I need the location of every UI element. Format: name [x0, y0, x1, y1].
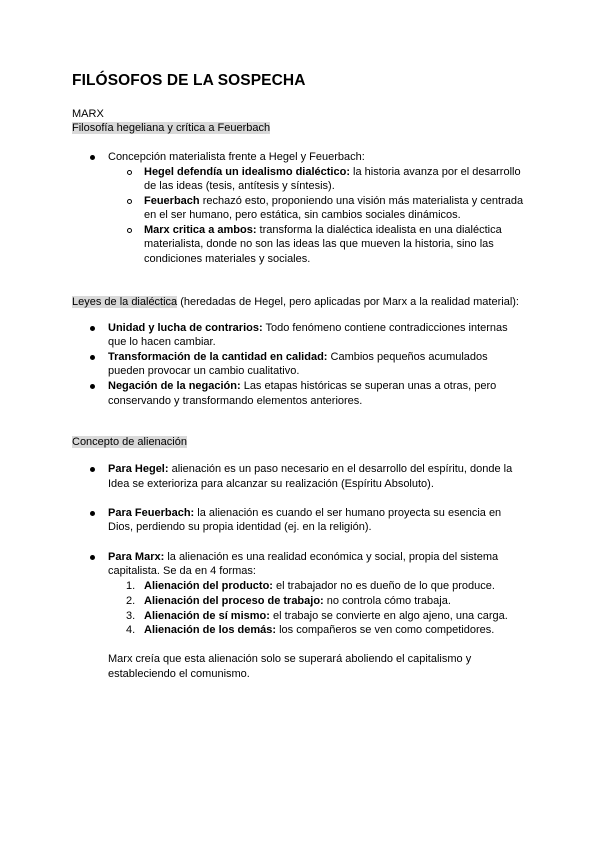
- hegel-item-bold: Hegel defendía un idealismo dialéctico:: [144, 166, 350, 178]
- section3-subheading-text: Concepto de alienación: [72, 436, 187, 448]
- section2-subheading: [72, 295, 519, 310]
- bullet-dot: [90, 326, 95, 331]
- bullet-dot: [90, 355, 95, 360]
- form-text: los compañeros se ven como competidores.: [276, 624, 495, 636]
- alienation-marx-line2: capitalista. Se da en 4 formas:: [108, 565, 256, 577]
- marx-item-text1: transforma la dialéctica idealista en una dialéctica: [256, 224, 502, 236]
- law3-text1: Las etapas históricas se superan unas a otras, pero: [240, 380, 497, 392]
- form-text: el trabajo se convierte en algo ajeno, una carga.: [269, 610, 508, 622]
- form-item: [144, 579, 495, 594]
- conclusion-line2: estableciendo el comunismo.: [108, 668, 250, 680]
- conclusion-line1: Marx creía que esta alienación solo se superará aboliendo el capitalismo y: [108, 653, 472, 665]
- law1-line2: que lo hacen cambiar.: [108, 336, 216, 348]
- alienation-marx-bold: Para Marx:: [108, 551, 165, 563]
- marx-item-line3: condiciones materiales y sociales.: [144, 253, 311, 265]
- bullet-dot: [90, 467, 95, 472]
- law3-line1: [108, 379, 496, 394]
- alienation-marx-line1: [108, 550, 498, 565]
- form-number: 2.: [126, 595, 136, 607]
- alienation-hegel-line1: [108, 462, 512, 477]
- form-bold: Alienación de sí mismo:: [144, 610, 270, 622]
- law2-bold: Transformación de la cantidad en calidad:: [108, 351, 328, 363]
- bullet-dot: [90, 511, 95, 516]
- law1-text1: Todo fenómeno contiene contradicciones internas: [262, 322, 508, 334]
- feuerbach-item-line2: en el ser humano, pero estática, sin cambios sociales dinámicos.: [144, 209, 461, 221]
- form-text: el trabajador no es dueño de lo que produce.: [272, 580, 495, 592]
- law3-line2: conservando y transformando elementos anteriores.: [108, 395, 363, 407]
- alienation-hegel-line2: Idea se exterioriza para alcanzar su realización (Espíritu Absoluto).: [108, 478, 434, 490]
- form-item: [144, 594, 451, 609]
- alienation-feuerbach-line2: Dios, perdiendo su propia identidad (ej. en la religión).: [108, 521, 372, 533]
- section2-subheading-text: Leyes de la dialéctica: [72, 296, 178, 308]
- feuerbach-item-text1: rechazó esto, proponiendo una visión más materialista y centrada: [199, 195, 524, 207]
- alienation-feuerbach-line1: [108, 506, 501, 521]
- marx-heading: MARX: [72, 108, 104, 120]
- form-number: 1.: [126, 580, 136, 592]
- form-bold: Alienación del producto:: [144, 580, 273, 592]
- alienation-marx-text1: la alienación es una realidad económica y social, propia del sistema: [164, 551, 499, 563]
- hegel-item-line2: de las ideas (tesis, antítesis y síntesis).: [144, 180, 335, 192]
- marx-item-line2: materialista, donde no son las ideas las que mueven la historia, sino las: [144, 238, 494, 250]
- feuerbach-item-line1: [144, 194, 523, 209]
- alienation-hegel-bold: Para Hegel:: [108, 463, 169, 475]
- bullet-circle: [127, 228, 132, 233]
- section1-subheading-text: Filosofía hegeliana y crítica a Feuerbach: [72, 122, 271, 134]
- law2-text1: Cambios pequeños acumulados: [327, 351, 488, 363]
- law2-line2: pueden provocar un cambio cualitativo.: [108, 365, 300, 377]
- section3-subheading: [72, 435, 187, 450]
- marx-item-bold: Marx critica a ambos:: [144, 224, 257, 236]
- form-bold: Alienación de los demás:: [144, 624, 277, 636]
- marx-item-line1: [144, 223, 502, 238]
- section1-subheading: [72, 121, 270, 136]
- bullet-circle: [127, 199, 132, 204]
- bullet-dot: [90, 384, 95, 389]
- law1-bold: Unidad y lucha de contrarios:: [108, 322, 263, 334]
- section2-subheading-rest: (heredadas de Hegel, pero aplicadas por Marx a la realidad material):: [177, 296, 519, 308]
- page-title: FILÓSOFOS DE LA SOSPECHA: [72, 72, 306, 89]
- bullet-dot: [90, 555, 95, 560]
- form-bold: Alienación del proceso de trabajo:: [144, 595, 324, 607]
- hegel-item-line1: [144, 165, 521, 180]
- hegel-item-text1: la historia avanza por el desarrollo: [350, 166, 521, 178]
- alienation-feuerbach-text1: la alienación es cuando el ser humano proyecta su esencia en: [194, 507, 502, 519]
- law3-bold: Negación de la negación:: [108, 380, 241, 392]
- alienation-hegel-text1: alienación es un paso necesario en el desarrollo del espíritu, donde la: [168, 463, 513, 475]
- law1-line1: [108, 321, 508, 336]
- bullet-dot: [90, 155, 95, 160]
- law2-line1: [108, 350, 488, 365]
- form-item: [144, 623, 494, 638]
- form-number: 4.: [126, 624, 136, 636]
- form-text: no controla cómo trabaja.: [323, 595, 451, 607]
- section1-bullet: Concepción materialista frente a Hegel y Feuerbach:: [108, 151, 365, 163]
- alienation-feuerbach-bold: Para Feuerbach:: [108, 507, 195, 519]
- form-number: 3.: [126, 610, 136, 622]
- feuerbach-item-bold: Feuerbach: [144, 195, 200, 207]
- bullet-circle: [127, 170, 132, 175]
- form-item: [144, 609, 508, 624]
